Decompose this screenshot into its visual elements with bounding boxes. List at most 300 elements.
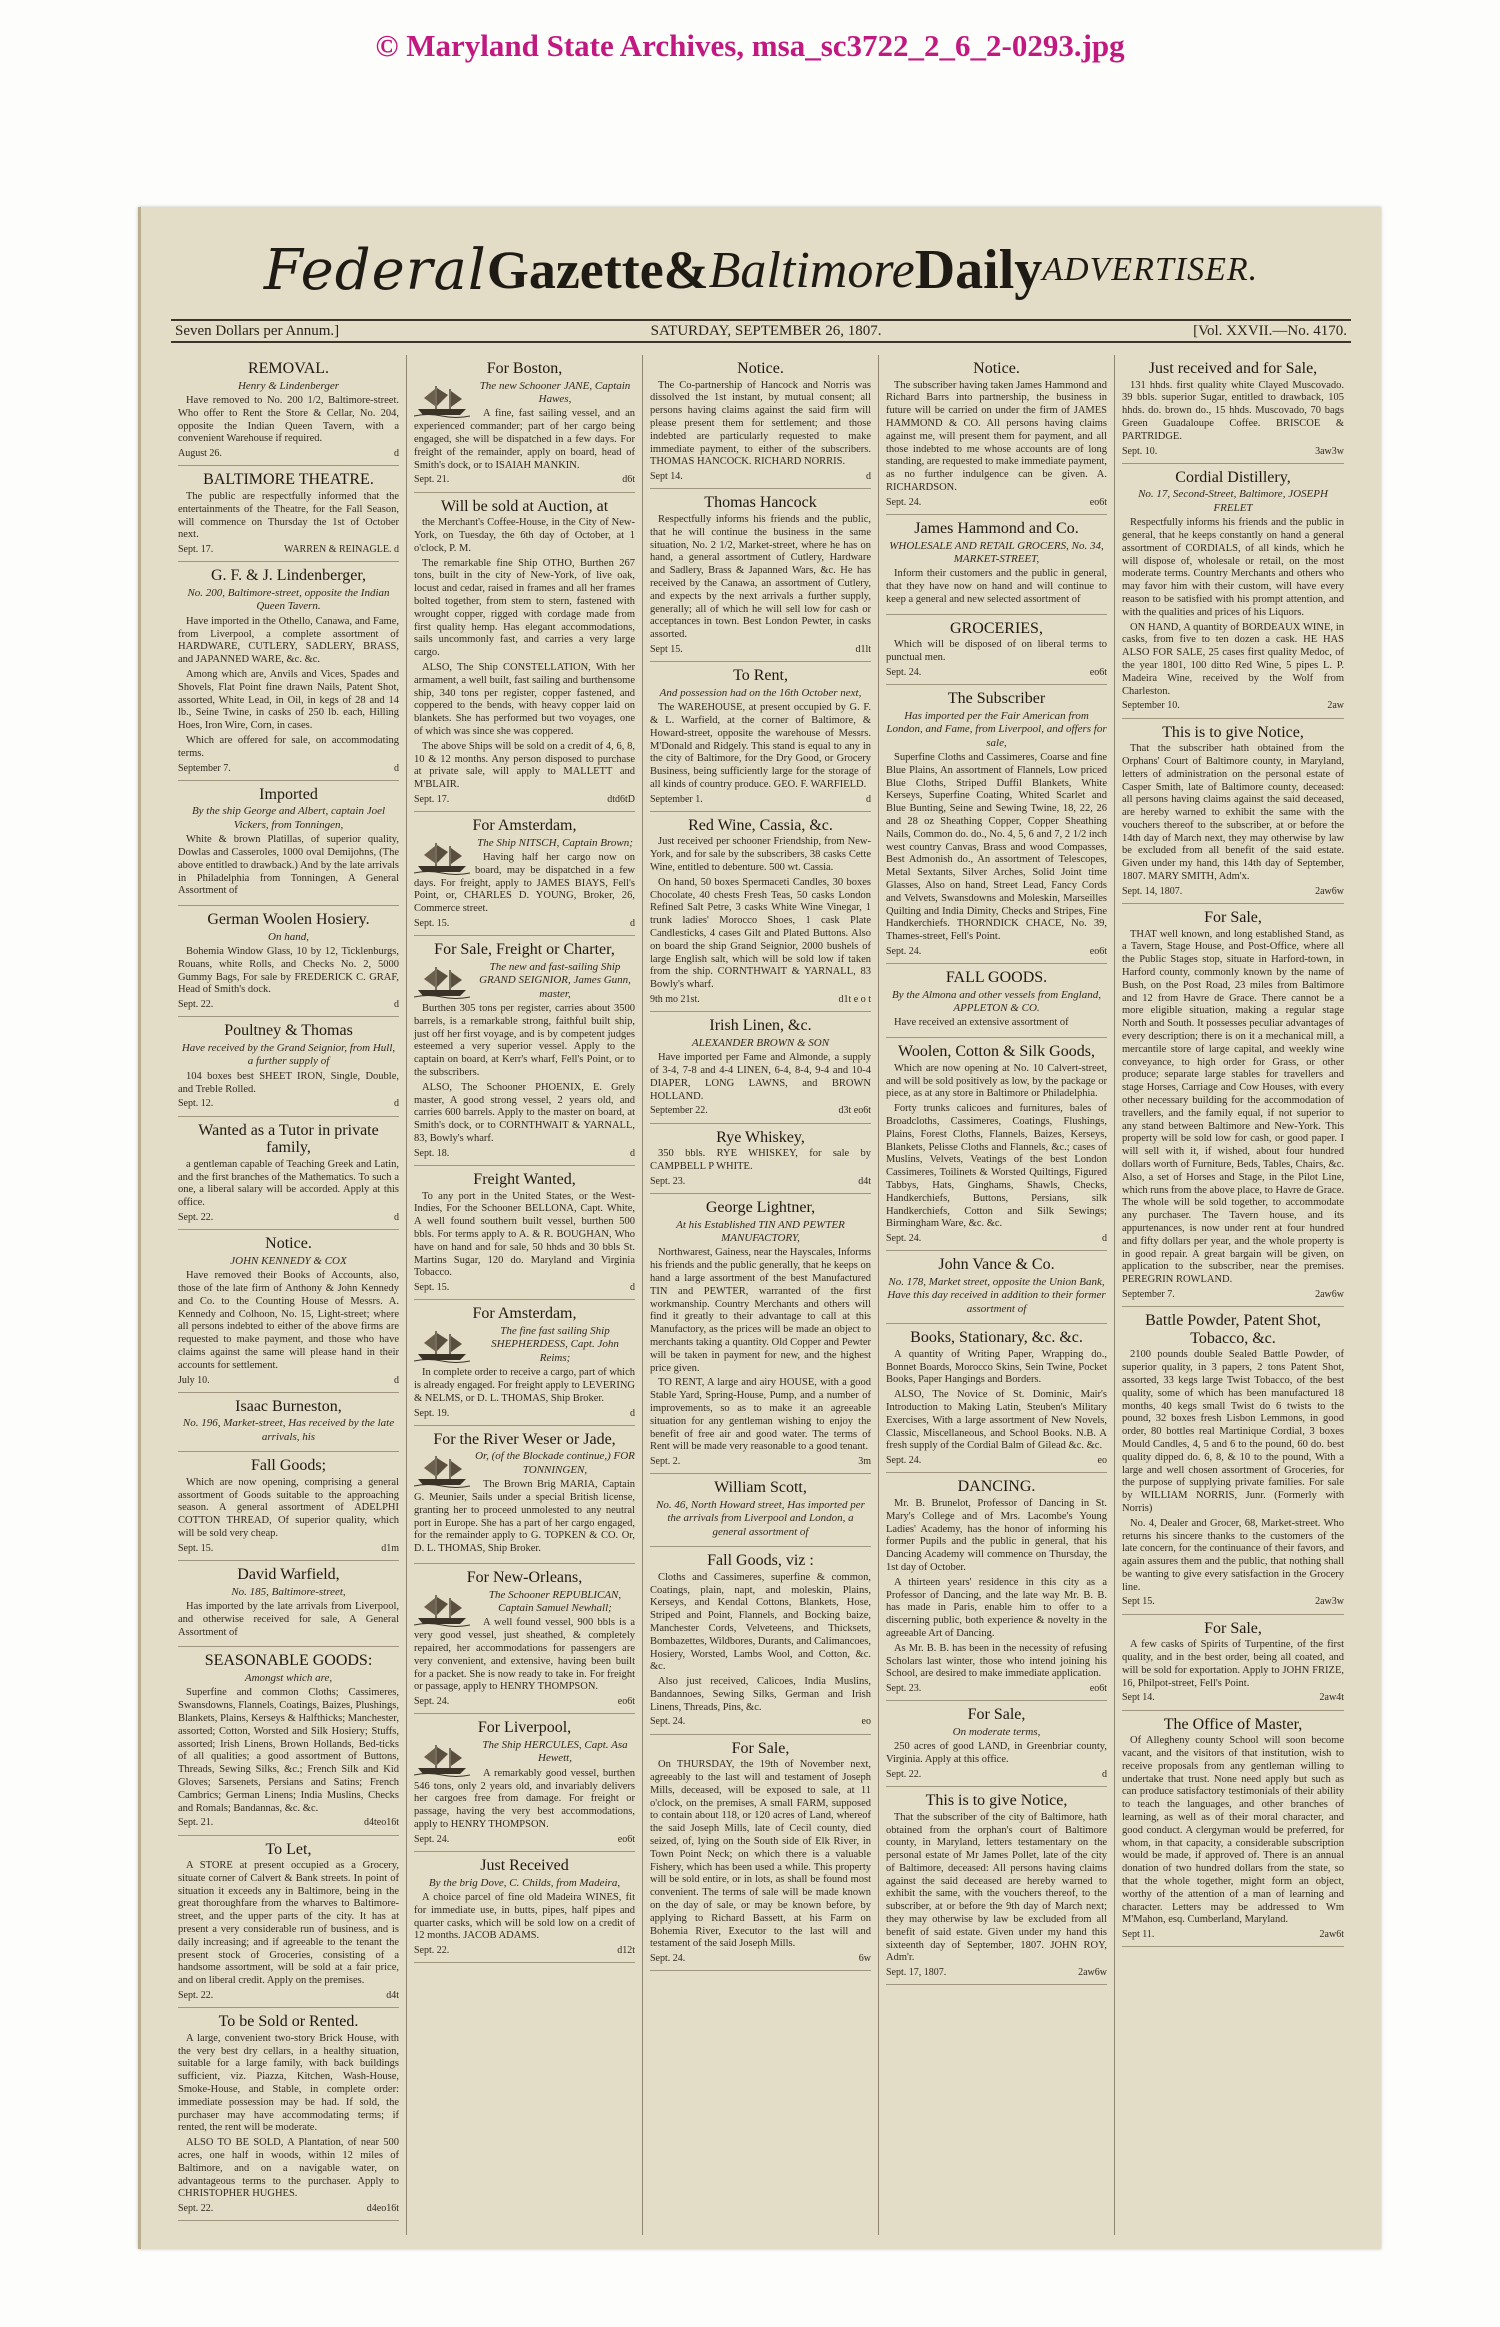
- ad-text: ALSO, The Novice of St. Dominic, Mair's Introduction to Making Latin, Steuben's Military Exercises, With a large assortment of New Novels, Classic, Miscellaneous, and School Books. N.B. A fresh supply of the Cordial Balm of Gilead &c. &c.: [886, 1389, 1107, 1452]
- ad-dateline: [886, 1233, 1107, 1245]
- ad-insertion-mark: eo6t: [617, 1696, 635, 1708]
- advertisement: [886, 685, 1107, 964]
- ad-dateline: [650, 1716, 871, 1728]
- ad-text: A few casks of Spirits of Turpentine, of the first quality, and in the best order, being all coated, and will be sold for exportation. Apply to JOHN FRIZE, 16, Philpot-street, Fell's Point.: [1122, 1639, 1344, 1689]
- ad-heading: Will be sold at Auction, at: [440, 497, 609, 515]
- ad-text: Also just received, Calicoes, India Muslins, Bandannoes, Sewing Silks, German and Irish Linens, Threads, Pins, &c.: [650, 1676, 871, 1713]
- ad-subheading: No. 46, North Howard street, Has imported per the arrivals from Liverpool and London, a general assortment of: [656, 1498, 865, 1538]
- column-5: [1115, 355, 1351, 2235]
- advertisement: [886, 1701, 1107, 1787]
- ad-dateline: [886, 1769, 1107, 1781]
- ad-text: Have received an extensive assortment of: [894, 1017, 1069, 1029]
- ad-heading: Thomas Hancock: [704, 494, 817, 512]
- ad-dateline: [414, 1696, 635, 1708]
- ad-subheading: Have received by the Grand Seignior, from Hull, a further supply of: [181, 1042, 396, 1068]
- ad-insertion-mark: d3t eo6t: [838, 1105, 871, 1117]
- ad-text: Having half her cargo now on board, may be dispatched in a few days. For freight, apply to JAMES BIAYS, Fell's Point, or, CHARLES D. YOUNG, Broker, 26, Commerce street.: [414, 852, 635, 915]
- ad-insertion-mark: d: [630, 918, 635, 930]
- ad-subheading: The fine fast sailing Ship SHEPHERDESS, Capt. John Reims;: [491, 1324, 619, 1364]
- ad-date: Sept. 22.: [178, 2203, 214, 2215]
- ad-text: ALSO, The Schooner PHOENIX, E. Grely master, A good strong vessel, 2 years old, and carries 600 barrels. Apply to the master on board, at Smith's dock, or to CORNTHWAIT & YARNALL, 83, Bowly's wharf.: [414, 1081, 635, 1145]
- dateline: [171, 319, 1351, 343]
- ad-dateline: [886, 1967, 1107, 1979]
- issue-date: SATURDAY, SEPTEMBER 26, 1807.: [650, 322, 882, 339]
- ad-heading: The Office of Master,: [1163, 1715, 1303, 1733]
- ad-subheading: No. 178, Market street, opposite the Union Bank, Have this day received in addition to their former assortment of: [887, 1276, 1106, 1315]
- ad-insertion-mark: eo6t: [1089, 496, 1107, 508]
- ad-subheading: On hand,: [268, 930, 309, 943]
- ad-dateline: [414, 1834, 635, 1846]
- ad-text: To any port in the United States, or the West-Indies, For the Schooner BELLONA, Capt. White, A well found southern built vessel, burthen 500 bbls. For terms apply to A. & R. BOUGHAN, Who have on hand and for sale, 50 hhds and 30 bbls St. Martins Sugar, 120 do. Maryland and Virginia Tobacco.: [414, 1190, 635, 1279]
- ad-heading: Freight Wanted,: [473, 1171, 576, 1189]
- advertisement: [178, 562, 399, 780]
- ad-heading: To be Sold or Rented.: [218, 2013, 359, 2031]
- ad-insertion-mark: 2aw6t: [1319, 1929, 1344, 1941]
- advertisement: [414, 1714, 635, 1852]
- advertisement: [178, 1017, 399, 1116]
- ad-insertion-mark: 2aw6w: [1315, 1288, 1344, 1300]
- ad-text: The above Ships will be sold on a credit of 4, 6, 8, 10 & 12 months. Any person disposed to purchase at private sale, will apply to MALLETT and M'BLAIR.: [414, 740, 635, 791]
- advertisement: [886, 615, 1107, 685]
- ad-insertion-mark: dtd6tD: [607, 793, 635, 805]
- ad-heading: For the River Weser or Jade,: [433, 1430, 616, 1448]
- ad-insertion-mark: eo6t: [1089, 945, 1107, 957]
- ad-dateline: [650, 1176, 871, 1188]
- ad-subheading: The new and fast-sailing Ship GRAND SEIGNIOR, James Gunn, master,: [479, 960, 631, 1000]
- ship-icon: [414, 963, 470, 999]
- ad-text: Have imported in the Othello, Canawa, and Fame, from Liverpool, a complete assortment of HARDWARE, CUTLERY, SADLERY, BRASS, and JAPANNED WARE, &c. &c.: [178, 615, 399, 666]
- ad-insertion-mark: 2aw6w: [1315, 885, 1344, 897]
- ad-date: Sept. 22.: [886, 1768, 922, 1780]
- advertisement: [1122, 904, 1344, 1307]
- column-4: [879, 355, 1115, 2235]
- ad-subheading: By the ship George and Albert, captain Joel Vickers, from Tonningen,: [191, 805, 386, 831]
- masthead-daily: Daily: [914, 239, 1043, 301]
- ad-text: Forty trunks calicoes and furnitures, bales of Broadcloths, Cassimeres, Coatings, Flushings, Plains, Forest Cloths, Flannels, Baizes, Kerseys, Blankets, Pelisse Cloths and Flannels, &c.; cases of Muslins, Velvets, Veatings of the best London Cassimeres, Toilinets & Worsted Quiltings, Figured Tabbys, Hats, Ginghams, Shawls, Checks, Handkerchiefs, Buttons, Persians, silk Handkerchiefs, Cotton and Silk Sewings; Birmingham Ware, &c. &c.: [886, 1103, 1107, 1230]
- ad-subheading: At his Established TIN AND PEWTER MANUFACTORY,: [676, 1218, 845, 1244]
- ad-dateline: [178, 544, 399, 556]
- ad-date: Sept. 23.: [650, 1175, 686, 1187]
- ad-text: Have removed their Books of Accounts, also, those of the late firm of Anthony & John Kennedy and Co. to the Counting House of Messrs. A. Kennedy and Colhoon, No. 15, Light-street; where all persons indebted to either of the above firms are requested to make payment, and those who have claims against the same will please hand in their accounts for settlement.: [178, 1270, 399, 1371]
- ad-text: Among which are, Anvils and Vices, Spades and Shovels, Flat Point fine drawn Nails, Patent Shot, assorted, White Lead, in Oil, in kegs of 28 and 14 lb., Seine Twine, in casks of 250 lb. each, Hilling Hoes, Iron Wire, Corn, in cases.: [178, 668, 399, 732]
- ad-heading: REMOVAL.: [247, 360, 330, 377]
- advertisement: [414, 1852, 635, 1963]
- advertisement: [650, 1194, 871, 1474]
- ad-date: Sept. 18.: [414, 1147, 450, 1159]
- advertisement: [650, 1735, 871, 1972]
- ad-dateline: [414, 1945, 635, 1957]
- ad-dateline: [650, 994, 871, 1006]
- ad-heading: SEASONABLE GOODS:: [204, 1652, 373, 1670]
- ad-insertion-mark: d: [630, 1282, 635, 1294]
- ad-insertion-mark: WARREN & REINAGLE. d: [284, 544, 399, 556]
- advertisement: [414, 493, 635, 813]
- advertisement: [178, 2008, 399, 2221]
- advertisement: [178, 355, 399, 466]
- ad-heading: Battle Powder, Patent Shot, Tobacco, &c.: [1145, 1312, 1321, 1347]
- ad-text: Respectfully informs his friends and the public in general, that he keeps constantly on hand a general assortment of CORDIALS, of all kinds, which he will dispose of, wholesale or retail, on the most moderate terms. Country Merchants and others who may favor him with their custom, will have every reason to be satisfied with his prompt attention, and with the qualities and prices of his Liquors.: [1122, 517, 1344, 618]
- advertisement: [1122, 1307, 1344, 1615]
- ad-subheading: WHOLESALE AND RETAIL GROCERS, No. 34, MARKET-STREET,: [889, 539, 1104, 565]
- ad-dateline: [178, 1543, 399, 1555]
- ad-insertion-mark: 3m: [858, 1456, 871, 1468]
- ad-dateline: [886, 946, 1107, 958]
- ad-date: 9th mo 21st.: [650, 994, 700, 1006]
- ship-icon: [414, 1452, 470, 1488]
- ad-heading: For Sale,: [731, 1739, 790, 1757]
- advertisement: [886, 964, 1107, 1038]
- ad-insertion-mark: d12t: [617, 1945, 635, 1957]
- advertisement: [178, 466, 399, 562]
- ad-heading: Fall Goods;: [250, 1457, 327, 1475]
- ad-dateline: [650, 1953, 871, 1965]
- ad-date: Sept. 24.: [886, 1455, 922, 1467]
- advertisement: [650, 1124, 871, 1194]
- advertisement: [886, 1324, 1107, 1473]
- ad-text: White & brown Platillas, of superior quality, Dowlas and Casseroles, 1000 oval Demijohns, (The above entitled to drawback.) And by the late arrivals in Philadelphia from Tonningen, A General Assortment of: [178, 834, 399, 897]
- ad-date: Sept. 17, 1807.: [886, 1967, 947, 1979]
- ad-subheading: Amongst which are,: [244, 1671, 333, 1684]
- ad-subheading: No. 17, Second-Street, Baltimore, JOSEPH FRELET: [1138, 488, 1328, 514]
- advertisement: [650, 812, 871, 1012]
- ad-dateline: [650, 644, 871, 656]
- advertisement: [414, 1426, 635, 1564]
- advertisement: [650, 1547, 871, 1735]
- ad-date: Sept. 15.: [414, 918, 450, 930]
- masthead-baltimore: Baltimore: [708, 241, 915, 299]
- ad-dateline: [1122, 700, 1344, 712]
- ad-subheading: Henry & Lindenberger: [237, 379, 340, 392]
- advertisement: [1122, 355, 1344, 464]
- ad-date: Sept. 12.: [178, 1098, 214, 1110]
- ship-icon: [414, 382, 470, 418]
- ad-heading: Rye Whiskey,: [716, 1128, 805, 1146]
- ad-text: 104 boxes best SHEET IRON, Single, Double, and Treble Rolled.: [178, 1070, 399, 1095]
- ad-text: The public are respectfully informed that the entertainments of the Theatre, for the Fall Season, will commence on Thursday the 1st of October next.: [178, 490, 399, 541]
- ad-insertion-mark: d1lt: [855, 643, 871, 655]
- ad-date: September 7.: [178, 762, 231, 774]
- ad-subheading: The Schooner REPUBLICAN, Captain Samuel Newhall;: [488, 1588, 622, 1614]
- ad-heading: Notice.: [737, 360, 784, 377]
- ad-text: Superfine Cloths and Cassimeres, Coarse and fine Blue Plains, An assortment of Flannels, Low priced Blue Cloths, Striped Duffil Blankets, White Kerseys, Superfine Coating, Whited Scarlet and Blue Bunting, Seine and Sewing Twine, 18, 22, 26 and 28 oz Sheathing Copper, Copper Sheathing Nails, Common do. do., No. 4, 5, 6 and 7, 2 1/2 inch west country Canvas, Brass and wood Compasses, Best Admonish do., An assortment of Telescopes, Metal Sextants, Silver Arches, Solid Joint time Glasses, Also on hand, Street Lead, Fancy Cords and Velvets, Swansdowns and Moleskin, Marseilles Quilting and India Dimity, Checks and Stripes, Fine Handkerchiefs. THORNDICK CHACE, No. 39, Thames-street, Fell's Point.: [886, 751, 1107, 943]
- ad-insertion-mark: d1m: [381, 1542, 399, 1554]
- ad-insertion-mark: d: [394, 1212, 399, 1224]
- ad-dateline: [650, 794, 871, 806]
- ad-dateline: [414, 1408, 635, 1420]
- ad-date: Sept 15.: [650, 643, 683, 655]
- ad-dateline: [1122, 1289, 1344, 1301]
- masthead: [171, 229, 1351, 311]
- advertisement: [178, 1117, 399, 1231]
- ad-insertion-mark: d1t e o t: [838, 994, 871, 1006]
- ad-insertion-mark: eo6t: [617, 1833, 635, 1845]
- ad-text: TO RENT, A large and airy HOUSE, with a good Stable Yard, Spring-House, Pump, and a number of improvements, so as to make it an agreeable situation for any gentleman wishing to enjoy the benefit of free air and good water. The terms of Rent will be made very reasonable to a good tenant.: [650, 1377, 871, 1453]
- advertisement: [886, 355, 1107, 515]
- ad-subheading: No. 200, Baltimore-street, opposite the Indian Queen Tavern.: [187, 586, 390, 613]
- ad-insertion-mark: d4t: [386, 1990, 399, 2002]
- ad-heading: For Sale,: [1204, 1619, 1262, 1637]
- ad-date: Sept. 10.: [1122, 445, 1158, 457]
- ad-heading: Isaac Burneston,: [235, 1397, 342, 1415]
- ad-text: Superfine and common Cloths; Cassimeres, Swansdowns, Flannels, Coatings, Baizes, Plushings, Blankets, Plains, Kerseys & Halfthicks; Manchester, assorted; Cotton, Worsted and Silk Hosiery; Stuffs, assorted; Irish Linens, Brown Hollands, Bed-ticks of all qualities; a good assortment of Buttons, Threads, Sewing Silks, &c.; French Silk and Kid Gloves; Sarsenets, Persians and Satins; French Cambrics; German Linens; India Muslins, Checks and Romals; Bandannas, &c. &c.: [178, 1687, 399, 1814]
- ad-date: Sept. 21.: [414, 474, 450, 486]
- ad-date: Sept. 22.: [414, 1945, 450, 1957]
- ad-date: Sept 11.: [1122, 1929, 1155, 1941]
- ad-text: Cloths and Cassimeres, superfine & common, Coatings, plain, napt, and moleskin, Plains, Kerseys, and Kendal Cottons, Blankets, Hose, Striped and Point, Flannels, and Bocking baize, Manchester Cords, Velveteens, and Thicksets, Bombazettes, Wildbores, Durants, and Calimancoes, Hosiery, Worsted, Lambs Wool, and Cotton, &c. &c.: [650, 1571, 871, 1673]
- ship-icon: [414, 839, 470, 875]
- ad-text: A quantity of Writing Paper, Wrapping do., Bonnet Boards, Morocco Skins, Sein Twine, Pocket Books, Paper Hangings and Borders.: [886, 1348, 1107, 1386]
- ad-text: As Mr. B. B. has been in the necessity of refusing Scholars last winter, those who intend joining his School, are desired to make immediate application.: [886, 1642, 1107, 1680]
- ad-date: Sept 14.: [1122, 1692, 1155, 1704]
- advertisement: [886, 1038, 1107, 1251]
- ad-insertion-mark: d: [866, 793, 871, 805]
- ad-dateline: [414, 1148, 635, 1160]
- ad-date: September 22.: [650, 1105, 708, 1117]
- ad-subheading: The Ship HERCULES, Capt. Asa Hewett,: [482, 1738, 628, 1765]
- ad-text: A thirteen years' residence in this city as a Professor of Dancing, and the late way Mr. B. B. has made in Paris, enable him to offer to a discerning public, both experience & novelty in the agreeable Art of Dancing.: [886, 1576, 1107, 1639]
- ad-dateline: [650, 471, 871, 483]
- ad-dateline: [1122, 1929, 1344, 1941]
- volume-number: [Vol. XXVII.—No. 4170.: [1193, 322, 1347, 339]
- ad-insertion-mark: d4eo16t: [366, 2203, 399, 2215]
- ad-insertion-mark: 2aw6w: [1078, 1967, 1107, 1979]
- ad-heading: For Sale, Freight or Charter,: [434, 941, 615, 959]
- ad-subheading: No. 185, Baltimore-street,: [231, 1585, 346, 1598]
- ad-insertion-mark: 3aw3w: [1315, 445, 1344, 457]
- ad-text: ON HAND, A quantity of BORDEAUX WINE, in casks, from five to ten dozen a cask. HE HAS ALSO FOR SALE, 25 cases first quality Medoc, of the year 1801, 100 ditto Red Wine, 5 pipes L. P. Madeira Wine, received by the Wolf from Charleston.: [1122, 621, 1344, 697]
- ad-heading: Cordial Distillery,: [1175, 468, 1291, 486]
- ad-text: No. 4, Dealer and Grocer, 68, Market-street. Who returns his sincere thanks to the customers of the late concern, for the continuance of their favors, and again assures them and the public, that nothing shall be wanting to give every satisfaction in the Grocery line.: [1122, 1517, 1344, 1593]
- ad-insertion-mark: d: [394, 762, 399, 774]
- ad-text: Which are now opening at No. 10 Calvert-street, and will be sold positively as low, by the package or piece, as at any store in Baltimore or Philadelphia.: [886, 1062, 1107, 1100]
- ad-dateline: [1122, 886, 1344, 898]
- ad-text: a gentleman capable of Teaching Greek and Latin, and the first branches of the Mathematics. To such a one, a liberal salary will be accorded. Apply at this office.: [178, 1158, 399, 1209]
- ad-text: That the subscriber of the city of Baltimore, hath obtained from the orphan's court of Baltimore county, in Maryland, letters testamentary on the personal estate of Mr James Pollet, late of the city of Baltimore, deceased: All persons having claims against the said deceased are hereby warned to exhibit the same, with the vouchers thereof, to the subscriber, at or before the 9th day of March next; they may otherwise by law be excluded from all benefit of said estate. Given under my hand this sixteenth day of September, 1807. JOHN ROY, Adm'r.: [886, 1811, 1107, 1964]
- ad-insertion-mark: eo6t: [1089, 1683, 1107, 1695]
- advertisement: [886, 1473, 1107, 1701]
- ad-date: Sept. 23.: [886, 1683, 922, 1695]
- ad-dateline: [178, 1098, 399, 1110]
- ad-dateline: [414, 794, 635, 806]
- ad-dateline: [1122, 446, 1344, 458]
- advertisement: [414, 1300, 635, 1425]
- ad-date: Sept. 24.: [886, 666, 922, 678]
- ad-insertion-mark: d: [394, 448, 399, 460]
- ad-date: Sept. 24.: [886, 1233, 922, 1245]
- ad-text: A large, convenient two-story Brick House, with the very best dry cellars, in a healthy situation, suitable for a large family, with back buildings sufficient, viz. Piazza, Kitchen, Wash-House, Smoke-House, and Stable, in complete order: immediate possession may be had. If sold, the purchaser may have accommodating terms; if rented, the rent will be moderate.: [178, 2032, 399, 2134]
- ad-dateline: [414, 1282, 635, 1294]
- ad-heading: German Woolen Hosiery.: [207, 911, 370, 929]
- advertisement: [1122, 1711, 1344, 1948]
- ad-date: September 10.: [1122, 700, 1180, 712]
- ad-heading: Poultney & Thomas: [224, 1022, 353, 1040]
- ad-insertion-mark: d: [1102, 1768, 1107, 1780]
- ad-text: Respectfully informs his friends and the public, that he will continue the business in the same situation, No. 2 1/2, Market-street, where he has on hand, a general assortment of Cutlery, Hardware and Sadlery, Brass & Japanned Wars, &c. He has received by the Canawa, an assortment of Cutlery, and expects by the next arrivals a further supply, generally; all of which he will sell low for cash or acceptances in town. Best London Pewter, in casks assorted.: [650, 513, 871, 641]
- ad-text: Bohemia Window Glass, 10 by 12, Ticklenburgs, Rouans, white Rolls, and Checks No. 2, 5000 Gummy Bags, For sale by FREDERICK C. GRAF, Head of Smith's dock.: [178, 946, 399, 996]
- subscription-price: Seven Dollars per Annum.]: [175, 322, 340, 339]
- ad-text: The WAREHOUSE, at present occupied by G. F. & L. Warfield, at the corner of Baltimore, & Howard-street, opposite the warehouse of Messrs. M'Donald and Ridgely. This stand is equal to any in the city of Baltimore, for the Dry Good, or Grocery Business, being sufficiently large for the storage of all kinds of country produce. GEO. F. WARFIELD.: [650, 702, 871, 790]
- ad-heading: GROCERIES,: [950, 619, 1043, 637]
- ad-subheading: And possession had on the 16th October next,: [659, 686, 862, 699]
- ad-date: Sept. 22.: [178, 999, 214, 1011]
- advertisement: [886, 515, 1107, 615]
- ad-date: July 10.: [178, 1374, 210, 1386]
- ad-text: A well found vessel, 900 bbls is a very good vessel, just sheathed, & completely repaired, her accommodations for passengers are very convenient, and extensive, having been built for a packet. She is now ready to take in. For freight or passage, apply to HENRY THOMPSON.: [414, 1617, 635, 1693]
- ad-insertion-mark: d: [866, 471, 871, 483]
- ad-heading: Just received and for Sale,: [1148, 360, 1318, 377]
- advertisement: [650, 662, 871, 812]
- ad-heading: For New-Orleans,: [466, 1568, 583, 1586]
- advertisement: [414, 355, 635, 493]
- ad-text: The subscriber having taken James Hammond and Richard Barrs into partnership, the business in future will be carried on under the firm of JAMES HAMMOND & CO. All persons having claims against me, will present them for payment, and all those indebted to me whose accounts are of long standing, are requested to make immediate payment, as no further indulgence can be given. A. RICHARDSON.: [886, 379, 1108, 493]
- ad-heading: For Amsterdam,: [472, 817, 577, 835]
- ad-heading: To Rent,: [733, 667, 788, 685]
- ad-date: August 26.: [178, 448, 222, 460]
- ad-heading: Notice.: [265, 1235, 312, 1253]
- advertisement: [414, 812, 635, 936]
- advertisement: [886, 1787, 1107, 1985]
- ad-subheading: JOHN KENNEDY & COX: [230, 1254, 347, 1267]
- ad-dateline: [650, 1105, 871, 1117]
- ad-dateline: [178, 1817, 399, 1829]
- ad-text: Burthen 305 tons per register, carries about 3500 barrels, is a remarkable strong, faithful built ship, just off her first voyage, and is by competent judges esteemed a very superior vessel. Apply to the captain on board, at Kerr's wharf, Fell's Point, or to the subscribers.: [414, 1003, 635, 1079]
- ad-heading: This is to give Notice,: [925, 1792, 1068, 1810]
- ad-date: Sept. 22.: [178, 1990, 214, 2002]
- advertisement: [650, 1474, 871, 1547]
- ship-icon: [414, 1327, 470, 1363]
- ad-text: Inform their customers and the public in general, that they have now on hand and will continue to keep a general and new selected assortment of: [886, 568, 1107, 605]
- ad-text: A choice parcel of fine old Madeira WINES, fit for immediate use, in butts, pipes, half pipes and quarter casks, which will be sold low on a credit of 12 months. JACOB ADAMS.: [414, 1891, 635, 1942]
- ad-heading: BALTIMORE THEATRE.: [203, 471, 374, 489]
- ad-text: Have imported per Fame and Almonde, a supply of 3-4, 7-8 and 4-4 LINEN, 6-4, 8-4, 9-4 and 10-4 DIAPER, LONG LAWNS, and BROWN HOLLAND.: [650, 1052, 871, 1102]
- ad-heading: For Sale,: [1204, 909, 1262, 927]
- advertisement: [650, 355, 871, 489]
- ad-date: Sept. 24.: [650, 1953, 686, 1965]
- ship-icon: [414, 1741, 470, 1777]
- ad-text: Which are offered for sale, on accommodating terms.: [178, 734, 399, 759]
- ad-date: Sept. 24.: [886, 496, 922, 508]
- ad-subheading: By the brig Dove, C. Childs, from Madeira,: [428, 1876, 621, 1889]
- advertisement: [650, 489, 871, 662]
- ad-heading: The Subscriber: [947, 690, 1046, 708]
- ad-date: Sept. 19.: [414, 1407, 450, 1419]
- ad-dateline: [414, 474, 635, 486]
- ad-dateline: [178, 999, 399, 1011]
- ad-text: 131 hhds. first quality white Clayed Muscovado. 39 bbls. superior Sugar, entitled to drawback, 105 hhds. do. brown do., 15 hhds. Muscovado, 70 bags Green Guadaloupe Coffee. BRISCOE & PARTRIDGE.: [1122, 379, 1344, 442]
- ad-heading: Imported: [259, 785, 318, 803]
- ad-insertion-mark: eo: [1097, 1455, 1107, 1467]
- ad-date: Sept. 22.: [178, 1212, 214, 1224]
- advertisement: [1122, 1615, 1344, 1711]
- ad-dateline: [178, 1990, 399, 2002]
- ad-heading: George Lightner,: [705, 1198, 816, 1216]
- masthead-gazette: Gazette&: [486, 240, 709, 300]
- ad-date: Sept. 21.: [178, 1817, 214, 1829]
- ad-heading: Wanted as a Tutor in private family,: [198, 1121, 379, 1157]
- ad-insertion-mark: d: [630, 1407, 635, 1419]
- advertisement: [178, 781, 399, 906]
- advertisement: [886, 1251, 1107, 1324]
- ad-subheading: By the Almona and other vessels from England, APPLETON & CO.: [892, 988, 1101, 1015]
- advertisement-columns: [171, 355, 1351, 2235]
- ad-text: the Merchant's Coffee-House, in the City of New-York, on Tuesday, the 6th day of October, at 1 o'clock, P. M.: [414, 517, 635, 554]
- newspaper-page: [138, 207, 1381, 2249]
- ship-icon: [414, 1591, 470, 1627]
- ad-text: Which will be disposed of on liberal terms to punctual men.: [886, 639, 1107, 664]
- ad-date: Sept. 24.: [650, 1716, 686, 1728]
- ad-date: September 1.: [650, 793, 703, 805]
- column-3: [643, 355, 879, 2235]
- advertisement: [178, 1836, 399, 2009]
- ad-date: Sept. 24.: [414, 1833, 450, 1845]
- ad-heading: Notice.: [973, 360, 1020, 377]
- ad-date: Sept. 2.: [650, 1456, 681, 1468]
- ad-insertion-mark: d: [1102, 1233, 1107, 1245]
- ad-insertion-mark: d6t: [622, 474, 635, 486]
- ad-dateline: [1122, 1596, 1344, 1608]
- advertisement: [414, 1166, 635, 1300]
- ad-date: September 7.: [1122, 1288, 1175, 1300]
- masthead-advertiser: ADVERTISER.: [1042, 251, 1259, 288]
- ad-text: 2100 pounds double Sealed Battle Powder, of superior quality, in 3 papers, 2 tons Patent Shot, assorted, 33 kegs large Twist Tobacco, of the best quality, some of which has been manufactured 18 months, 40 kegs small Twist do 6 twists to the pound, 32 boxes fresh Lisbon Lemmons, in good order, 80 bottles real Martinique Cordial, 3 boxes Mould Candles, 4, 5 and 6 to the pound, 60 do. best quality dipped do. 6, 8, & 10 to the pound, With a large and well chosen assortment of Groceries, for the purpose of supplying private families. For sale by WILLIAM NORRIS, Junr. (Formerly with Norris): [1122, 1349, 1344, 1514]
- ad-date: Sept. 17.: [178, 544, 214, 556]
- ad-dateline: [178, 1212, 399, 1224]
- ad-text: Northwarest, Gainess, near the Hayscales, Informs his friends and the public generally, that he keeps on hand a large assortment of the best Manufactured TIN and PEWTER, warranted of the first workmanship. Country Merchants and others will find it greatly to their advantage to call at this Manufactory, as the prices will be made an object to merchants taking a quantity. Old Copper and Pewter will be taken in payment for new, and the highest price given.: [650, 1247, 871, 1374]
- ad-text: Of Allegheny county School will soon become vacant, and the visitors of that institution, wish to receive proposals from any gentleman willing to undertake that trust. None need apply but such as can produce satisfactory testimonials of their ability to teach the languages, and other branches of learning, as well as of their moral character, and good conduct. A clergyman would be preferred, for whom, in that capacity, a considerable subscription would be made, if approved of. There is an annual donation of two hundred dollars from the state, so that the whole together, might form an object, worthy of the attention of a man of learning and character. Letters may be addressed to Wm M'Mahon, esq. Cumberland, Maryland.: [1122, 1735, 1344, 1926]
- ad-dateline: [886, 1683, 1107, 1695]
- ad-insertion-mark: d4t: [858, 1175, 871, 1187]
- ad-insertion-mark: 2aw3w: [1315, 1596, 1344, 1608]
- ad-insertion-mark: d: [394, 999, 399, 1011]
- ad-date: Sept. 17.: [414, 793, 450, 805]
- ad-heading: David Warfield,: [237, 1565, 340, 1583]
- ad-text: In complete order to receive a cargo, part of which is already engaged. For freight apply to LEVERING & NELMS, or D. L. THOMAS, Ship Broker.: [414, 1367, 635, 1404]
- ad-dateline: [1122, 1692, 1344, 1704]
- column-2: [407, 355, 643, 2235]
- ad-text: The Brown Brig MARIA, Captain G. Meunier, Sails under a special British license, granting her to proceed unmolested to any neutral port in Europe. She has a part of her cargo engaged, for the remainder apply to G. TOPKEN & CO. Or, D. L. THOMAS, Ship Broker.: [414, 1479, 635, 1555]
- ad-heading: Red Wine, Cassia, &c.: [688, 816, 833, 834]
- ad-subheading: The Ship NITSCH, Captain Brown;: [477, 836, 633, 849]
- ad-heading: To Let,: [265, 1840, 312, 1858]
- ad-text: On THURSDAY, the 19th of November next, agreeably to the last will and testament of Joseph Mills, deceased, will be exposed to sale, at 11 o'clock, on the premises, A small FARM, supposed to contain about 118, or 120 acres of Land, whereof the said Joseph Mills, late of Cecil county, died seized, of, lying on the South side of Elk River, in Town Point Neck; on which there is a valuable Fishery, which has been used a while. This property will be sold entire, or in lots, as shall be found most convenient. The terms of sale will be made known on the day of sale, or may be known before, by applying to Richard Bassett, at his Farm on Bohemia River, Executor to the last will and testament of the said Joseph Mills.: [650, 1759, 871, 1950]
- ad-date: Sept 14.: [650, 471, 683, 483]
- ad-subheading: The new Schooner JANE, Captain Hawes,: [479, 379, 631, 405]
- ad-heading: Books, Stationary, &c. &c.: [910, 1329, 1083, 1347]
- masthead-federal: Federal: [263, 237, 487, 303]
- ad-heading: Woolen, Cotton & Silk Goods,: [898, 1043, 1095, 1061]
- ad-date: Sept. 14, 1807.: [1122, 885, 1183, 897]
- ad-dateline: [886, 1455, 1107, 1467]
- ad-heading: Just Received: [480, 1856, 569, 1874]
- ad-text: 350 bbls. RYE WHISKEY, for sale by CAMPBELL P WHITE.: [650, 1148, 871, 1172]
- ad-text: That the subscriber hath obtained from the Orphans' Court of Baltimore county, in Maryland, letters of administration on the personal estate of Casper Smith, late of Baltimore county, deceased: all persons having claims against the said deceased, are hereby warned to exhibit the same with the vouchers thereof to the subscriber, at or before the 14th day of March next, they may otherwise by law be excluded from all benefit of the said estate. Given under my hand, this 14th day of September, 1807. MARY SMITH, Adm'x.: [1122, 743, 1344, 883]
- ad-subheading: On moderate terms,: [952, 1725, 1041, 1738]
- ad-text: Has imported by the late arrivals from Liverpool, and otherwise received for sale, A General Assortment of: [178, 1600, 399, 1638]
- ad-subheading: Or, (of the Blockade continue,) FOR TONNINGEN,: [475, 1450, 635, 1476]
- ad-text: The remarkable fine Ship OTHO, Burthen 267 tons, built in the city of New-York, of live oak, locust and cedar, raised in frames and all her frames bolted together, from stem to stern, fastened with wrought copper, rigged with cordage made from first quality hemp. Has elegant accommodations, sails uncommonly fast, and carries a very large cargo.: [414, 557, 635, 659]
- ad-text: ALSO, The Ship CONSTELLATION, With her armament, a well built, fast sailing and burthensome ship, 340 tons per register, copper fastened, and coppered to the bends, with heavy copper laid on blankets. She has performed but two voyages, one of which was since she was coppered.: [414, 661, 635, 737]
- ad-heading: James Hammond and Co.: [914, 519, 1079, 537]
- ad-heading: John Vance & Co.: [938, 1256, 1055, 1274]
- advertisement: [178, 1393, 399, 1452]
- advertisement: [178, 1230, 399, 1393]
- advertisement: [414, 1564, 635, 1714]
- ad-heading: For Boston,: [486, 360, 563, 377]
- ad-heading: G. F. & J. Lindenberger,: [210, 567, 367, 585]
- ad-insertion-mark: eo6t: [1089, 666, 1107, 678]
- ad-dateline: [886, 667, 1107, 679]
- ad-text: A STORE at present occupied as a Grocery, situate corner of Calvert & Bank streets. In point of situation it exceeds any in Baltimore, being in the great thoroughfare from the wharves to Baltimore-street, and the upper parts of the city. It has at present a very considerable run of business, and is daily increasing; and if agreeable to the tenant the present stock of Groceries, consisting of a handsome assortment, will be sold at a fair price, and on liberal credit. Apply on the premises.: [178, 1860, 399, 1987]
